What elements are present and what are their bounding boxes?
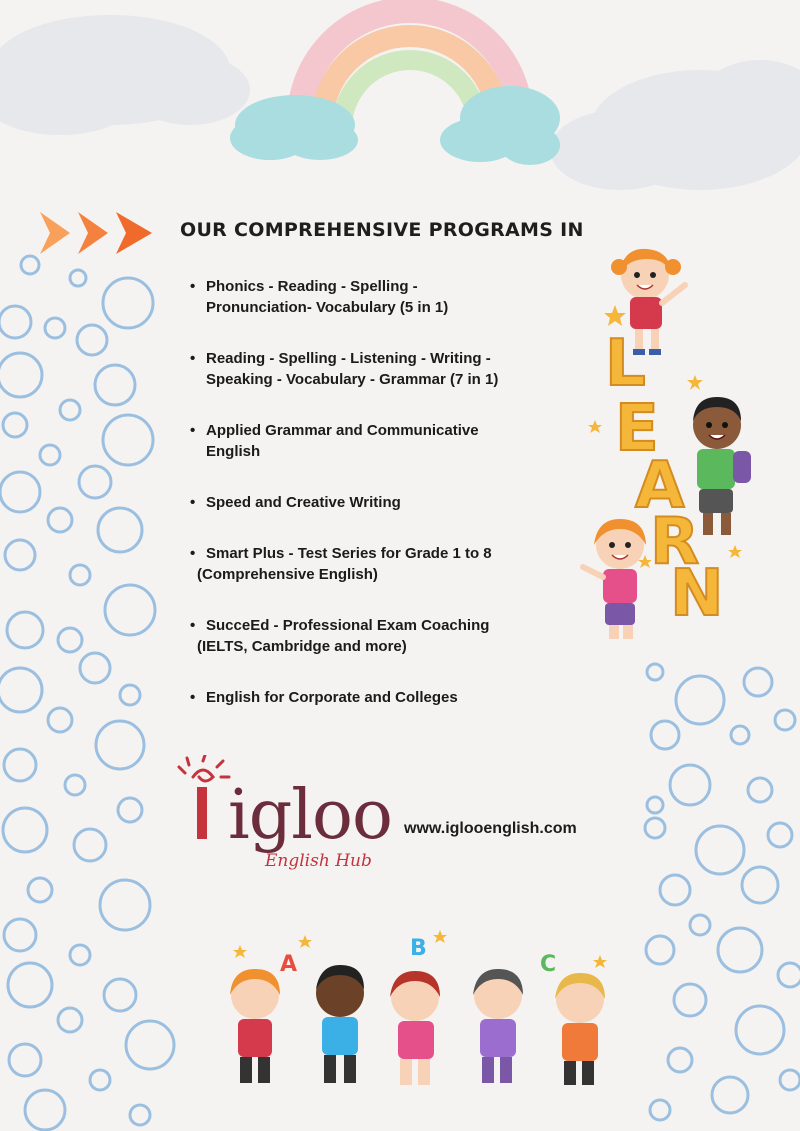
bullet-icon: • bbox=[190, 689, 196, 706]
program-line: Speed and Creative Writing bbox=[206, 494, 401, 511]
boy-middle-icon bbox=[693, 397, 751, 535]
section-heading: OUR COMPREHENSIVE PROGRAMS IN bbox=[180, 219, 584, 241]
program-line: English for Corporate and Colleges bbox=[206, 689, 458, 706]
learn-letter-r: R bbox=[650, 505, 700, 579]
kid-3-icon bbox=[390, 971, 440, 1085]
running-kids-illustration bbox=[210, 925, 630, 1105]
program-line: (IELTS, Cambridge and more) bbox=[197, 638, 407, 655]
bullet-icon: • bbox=[190, 494, 196, 511]
floating-letter-a: A bbox=[280, 952, 298, 977]
triple-arrow-icon bbox=[40, 208, 160, 258]
girl-bottom-icon bbox=[583, 519, 646, 639]
program-line: SuccеEd - Professional Exam Coaching bbox=[206, 617, 490, 634]
bubbles-right-icon bbox=[645, 664, 800, 1120]
kid-2-icon bbox=[316, 965, 364, 1083]
bullet-icon: • bbox=[190, 350, 196, 367]
program-line: Pronunciation- Vocabulary (5 in 1) bbox=[206, 299, 449, 316]
cloud-right-icon bbox=[550, 60, 800, 190]
learn-letter-l: L bbox=[605, 327, 646, 401]
brand-subtitle: English Hub bbox=[265, 851, 372, 871]
bubbles-left-icon bbox=[0, 256, 174, 1130]
program-list bbox=[188, 276, 536, 738]
program-line: Reading - Spelling - Listening - Writing - bbox=[206, 350, 491, 367]
learn-kids-illustration bbox=[575, 245, 765, 645]
floating-letter-c: C bbox=[540, 952, 557, 977]
cloud-left-icon bbox=[0, 15, 250, 135]
program-item bbox=[188, 276, 536, 318]
program-line: Phonics - Reading - Spelling - bbox=[206, 278, 418, 295]
learn-letter-a: A bbox=[635, 449, 685, 523]
teal-cloud-left-icon bbox=[230, 95, 358, 160]
program-item bbox=[188, 687, 536, 708]
brand-logo-text: igloo bbox=[228, 776, 392, 855]
program-item bbox=[188, 348, 536, 390]
program-line: Speaking - Vocabulary - Grammar (7 in 1) bbox=[206, 371, 499, 388]
bullet-icon: • bbox=[190, 545, 196, 562]
learn-letter-e: E bbox=[615, 392, 659, 466]
bullet-icon: • bbox=[190, 617, 196, 634]
floating-letter-b: B bbox=[410, 936, 427, 961]
website-link[interactable]: www.iglooenglish.com bbox=[404, 820, 577, 837]
learn-letter-n: N bbox=[670, 557, 724, 631]
program-line: English bbox=[206, 443, 261, 460]
igloo-logo-mark bbox=[175, 755, 235, 865]
teal-cloud-right-icon bbox=[440, 86, 560, 165]
program-item bbox=[188, 492, 536, 513]
bullet-icon: • bbox=[190, 278, 196, 295]
program-line: (Comprehensive English) bbox=[197, 566, 378, 583]
program-line: Applied Grammar and Communicative bbox=[206, 422, 479, 439]
program-item bbox=[188, 420, 536, 462]
program-line: Smart Plus - Test Series for Grade 1 to 8 bbox=[206, 545, 492, 562]
kid-5-icon bbox=[555, 973, 605, 1085]
bullet-icon: • bbox=[190, 422, 196, 439]
program-item bbox=[188, 543, 536, 585]
kid-4-icon bbox=[473, 969, 523, 1083]
program-item bbox=[188, 615, 536, 657]
kid-1-icon bbox=[230, 969, 280, 1083]
